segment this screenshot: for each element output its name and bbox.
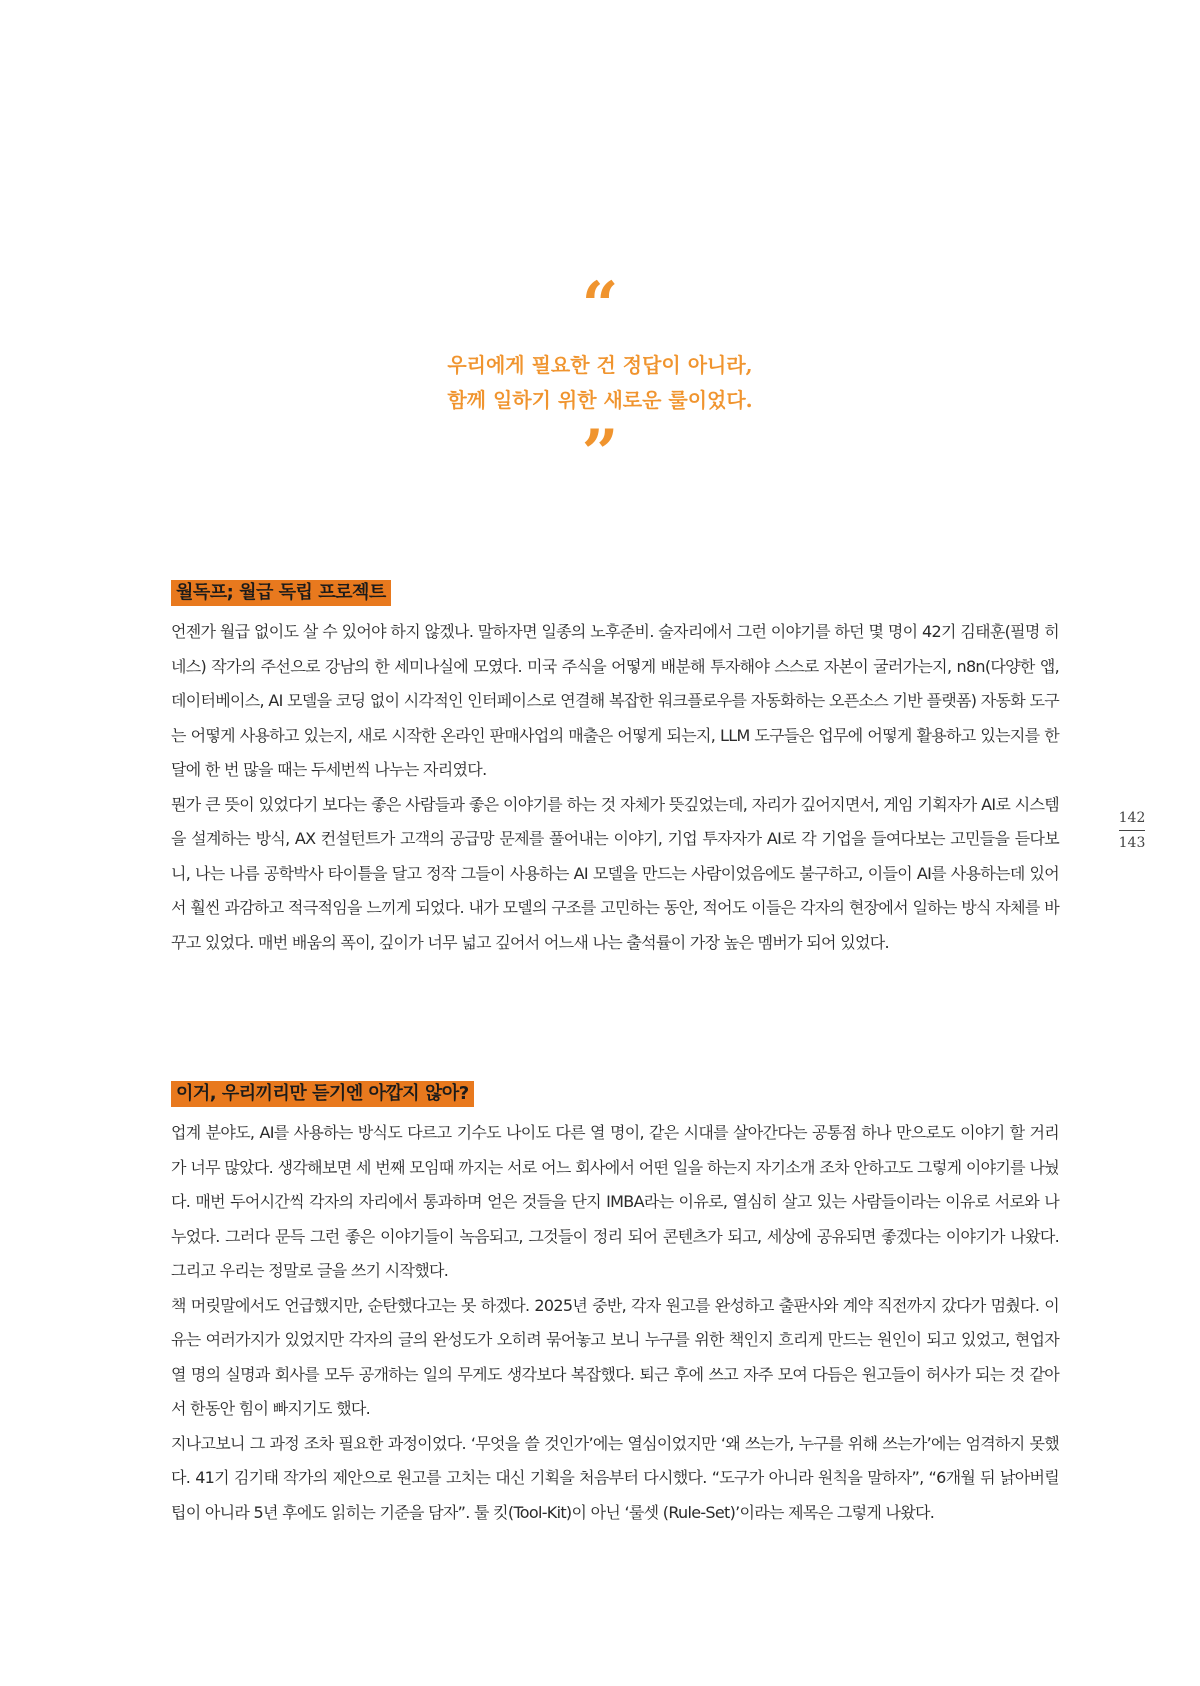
page-number-divider [1119,830,1145,831]
page-number-right: 143 [1118,835,1146,851]
pull-quote [0,268,1200,491]
quote-line: 함께 일하기 위한 새로운 룰이었다. [447,388,753,412]
paragraph: 업계 분야도, AI를 사용하는 방식도 다르고 기수도 나이도 다른 열 명이, 같은 시대를 살아간다는 공통점 하나 만으로도 이야기 할 거리가 너무 많았다. 생각해보면 세 번째 모임때 까지는 서로 어느 회사에서 어떤 일을 하는지 자기소개 조차 안하고도 그렇게 이야기를 나눴다. 매번 두어시간씩 각자의 자리에서 통과하며 얻은 것들을 단지 IMBA라는 이유로, 열심히 살고 있는 사람들이라는 이유로 서로와 나누었다. 그러다 문득 그런 좋은 이야기들이 녹음되고, 그것들이 정리 되어 콘텐츠가 되고, 세상에 공유되면 좋겠다는 이야기가 나왔다. 그리고 우리는 정말로 글을 쓰기 시작했다. [171,1123,1059,1280]
section-share-stories [171,1081,1059,1530]
section-heading: 월독프; 월급 독립 프로젝트 [171,580,391,606]
paragraph: 책 머릿말에서도 언급했지만, 순탄했다고는 못 하겠다. 2025년 중반, 각자 원고를 완성하고 출판사와 계약 직전까지 갔다가 멈췄다. 이유는 여러가지가 있었지만 각자의 글의 완성도가 오히려 묶어놓고 보니 누구를 위한 책인지 흐리게 만드는 원인이 되고 있었고, 현업자 열 명의 실명과 회사를 모두 공개하는 일의 무게도 생각보다 복잡했다. 퇴근 후에 쓰고 자주 모여 다듬은 원고들이 허사가 되는 것 같아서 한동안 힘이 빠지기도 했다. [171,1295,1059,1418]
paragraph: 언젠가 월급 없이도 살 수 있어야 하지 않겠나. 말하자면 일종의 노후준비. 술자리에서 그런 이야기를 하던 몇 명이 42기 김태훈(필명 히네스) 작가의 주선으로 강남의 한 세미나실에 모였다. 미국 주식을 어떻게 배분해 투자해야 스스로 자본이 굴러가는지, n8n(다양한 앱, 데이터베이스, AI 모델을 코딩 없이 시각적인 인터페이스로 연결해 복잡한 워크플로우를 자동화하는 오픈소스 기반 플랫폼) 자동화 도구는 어떻게 사용하고 있는지, 새로 시작한 온라인 판매사업의 매출은 어떻게 되는지, LLM 도구들은 업무에 어떻게 활용하고 있는지를 한달에 한 번 많을 때는 두세번씩 나누는 자리였다. [171,622,1059,779]
paragraph: 뭔가 큰 뜻이 있었다기 보다는 좋은 사람들과 좋은 이야기를 하는 것 자체가 뜻깊었는데, 자리가 깊어지면서, 게임 기획자가 AI로 시스템을 설계하는 방식, AX 컨설턴트가 고객의 공급망 문제를 풀어내는 이야기, 기업 투자자가 AI로 각 기업을 들여다보는 고민들을 듣다보니, 나는 나름 공학박사 타이틀을 달고 정작 그들이 사용하는 AI 모델을 만드는 사람이었음에도 불구하고, 이들이 AI를 사용하는데 있어서 훨씬 과감하고 적극적임을 느끼게 되었다. 내가 모델의 구조를 고민하는 동안, 적어도 이들은 각자의 현장에서 일하는 방식 자체를 바꾸고 있었다. 매번 배움의 폭이, 깊이가 너무 넓고 깊어서 어느새 나는 출석률이 가장 높은 멤버가 되어 있었다. [171,794,1059,952]
page-numbers [1112,808,1152,853]
section-heading: 이거, 우리끼리만 듣기엔 아깝지 않아? [171,1081,474,1107]
quote-text [0,348,1200,418]
close-quote-mark: ” [581,416,619,491]
page-number-left: 142 [1118,810,1146,826]
open-quote-mark: “ [581,268,619,343]
section-salary-independence [171,580,1059,960]
quote-line: 우리에게 필요한 건 정답이 아니라, [447,353,753,377]
paragraph: 지나고보니 그 과정 조차 필요한 과정이었다. ‘무엇을 쓸 것인가’에는 열심이었지만 ‘왜 쓰는가, 누구를 위해 쓰는가’에는 엄격하지 못했다. 41기 김기태 작가의 제안으로 원고를 고치는 대신 기획을 처음부터 다시했다. “도구가 아니라 원칙을 말하자”, “6개월 뒤 낡아버릴 팁이 아니라 5년 후에도 읽히는 기준을 담자”. 툴 킷(Tool-Kit)이 아닌 ‘룰셋 (Rule-Set)’이라는 제목은 그렇게 나왔다. [171,1433,1059,1522]
